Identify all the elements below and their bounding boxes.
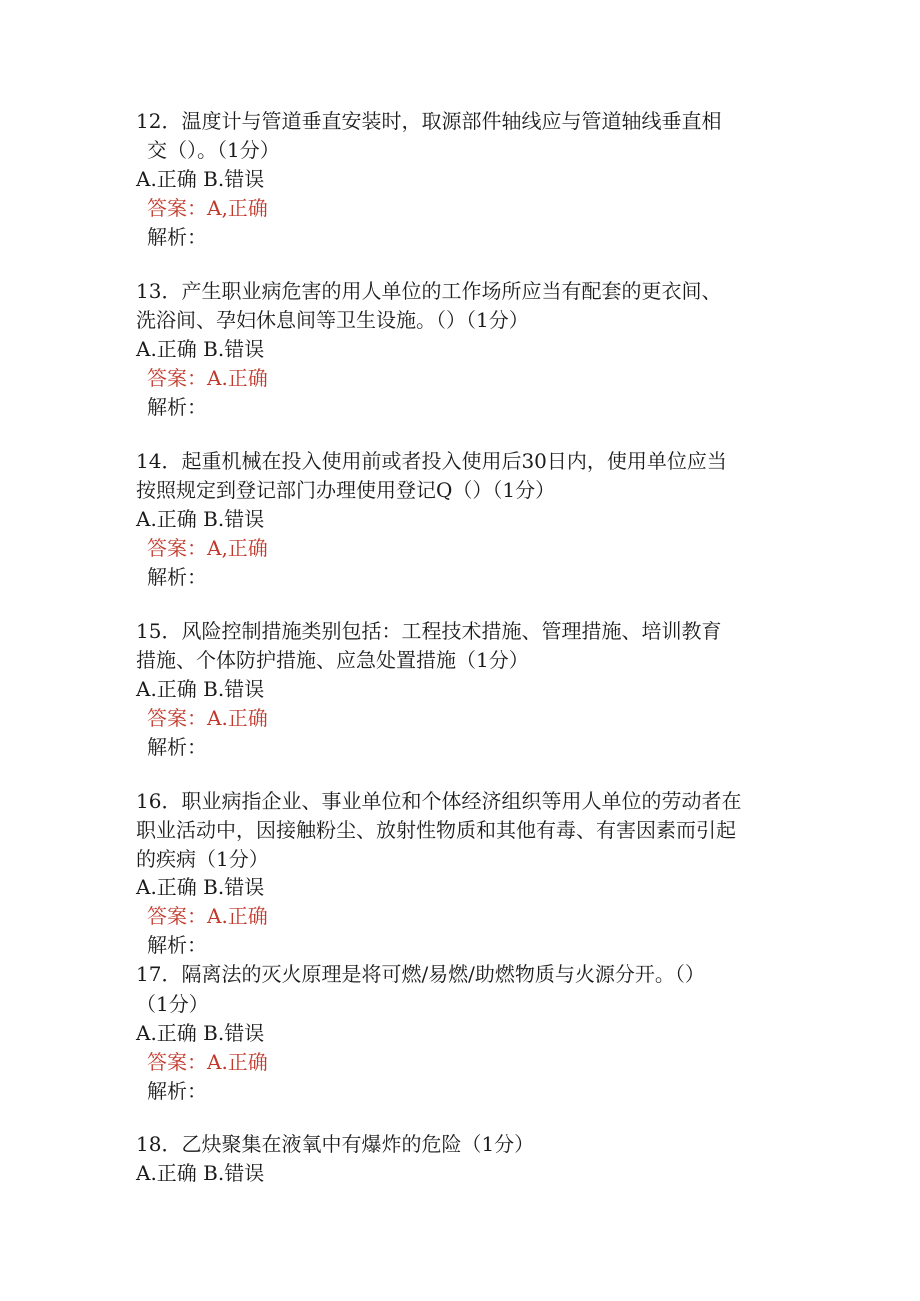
question-13-text-line-1: 13．产生职业病危害的用人单位的工作场所应当有配套的更衣间、 <box>136 279 722 303</box>
question-16-analysis: 解析： <box>147 933 207 957</box>
question-17-text-line-2: （1分） <box>136 992 209 1016</box>
question-18-options: A.正确 B.错误 <box>136 1161 265 1185</box>
question-15-options: A.正确 B.错误 <box>136 677 265 701</box>
question-18-text-line-1: 18．乙炔聚集在液氧中有爆炸的危险（1分） <box>136 1132 535 1156</box>
question-12-answer: 答案：A,正确 <box>147 196 268 220</box>
question-16-options: A.正确 B.错误 <box>136 875 265 899</box>
question-16-answer: 答案：A.正确 <box>147 904 268 928</box>
question-12-analysis: 解析： <box>147 225 207 249</box>
question-17-answer: 答案：A.正确 <box>147 1050 268 1074</box>
question-14-answer: 答案：A,正确 <box>147 536 268 560</box>
question-17-options: A.正确 B.错误 <box>136 1021 265 1045</box>
question-15-text-line-1: 15．风险控制措施类别包括：工程技术措施、管理措施、培训教育 <box>136 619 722 643</box>
question-13-options: A.正确 B.错误 <box>136 337 265 361</box>
question-15-answer: 答案：A.正确 <box>147 706 268 730</box>
question-17-text-line-1: 17．隔离法的灭火原理是将可燃/易燃/助燃物质与火源分开。（） <box>136 962 705 986</box>
question-12-text-line-1: 12．温度计与管道垂直安装时，取源部件轴线应与管道轴线垂直相 <box>136 109 722 133</box>
question-14-options: A.正确 B.错误 <box>136 507 265 531</box>
question-12-text-line-2: 交（）。（1分） <box>147 138 280 162</box>
question-13-analysis: 解析： <box>147 395 207 419</box>
question-14-analysis: 解析： <box>147 565 207 589</box>
question-16-text-line-2: 职业活动中，因接触粉尘、放射性物质和其他有毒、有害因素而引起 <box>136 818 736 842</box>
question-14-text-line-2: 按照规定到登记部门办理使用登记Q（）（1分） <box>136 478 556 502</box>
question-13-answer: 答案：A.正确 <box>147 366 268 390</box>
question-15-analysis: 解析： <box>147 735 207 759</box>
question-15-text-line-2: 措施、个体防护措施、应急处置措施（1分） <box>136 648 529 672</box>
question-14-text-line-1: 14．起重机械在投入使用前或者投入使用后30日内，使用单位应当 <box>136 449 727 473</box>
question-12-options: A.正确 B.错误 <box>136 167 265 191</box>
question-16-text-line-3: 的疾病（1分） <box>136 847 269 871</box>
question-16-text-line-1: 16．职业病指企业、事业单位和个体经济组织等用人单位的劳动者在 <box>136 789 742 813</box>
question-17-analysis: 解析： <box>147 1079 207 1103</box>
question-13-text-line-2: 洗浴间、孕妇休息间等卫生设施。（）（1分） <box>136 308 529 332</box>
